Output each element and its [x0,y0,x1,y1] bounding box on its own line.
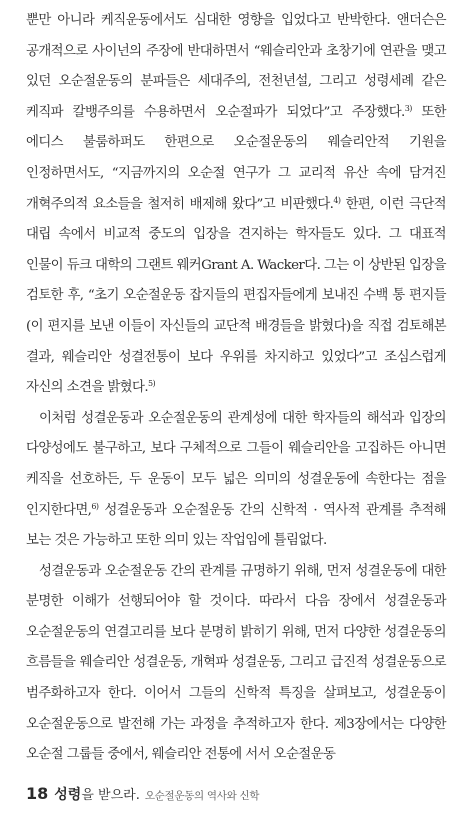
page-number: 18 [26,784,49,803]
paragraph-text: 뿐만 아니라 케직운동에서도 심대한 영향을 입었다고 반박한다. 앤더슨은 공개적으로 사이넌의 주장에 반대하면서 “웨슬리안과 초창기에 연관을 맺고 있던 오순절운동의 분파들은 세대주의, 전천년설, 그리고 성령세례 같은 케직파 칼뱅주의를 수용하면서 오순절파가 되었다”고 주장했다. [26,13,446,120]
book-title-particle: 을 받으라. [81,788,140,803]
paragraph-1 [26,6,446,404]
footnote-ref[interactable]: 6) [91,501,99,511]
book-subtitle: 오순절운동의 역사와 신학 [144,790,260,802]
page-footer [26,784,259,808]
paragraph-3 [26,557,446,771]
footnote-ref[interactable]: 3) [404,103,412,113]
footnote-ref[interactable]: 4) [333,195,341,205]
paragraph-text: 성결운동과 오순절운동 간의 관계를 규명하기 위해, 먼저 성결운동에 대한 분명한 이해가 선행되어야 할 것이다. 따라서 다음 장에서 성결운동과 오순절운동의 연결고리를 보다 분명히 밝히기 위해, 먼저 다양한 성결운동의 흐름들을 웨슬리안 성결운동, 개혁파 성결운동, 그리고 급진적 성결운동으로 범주화하고자 한다. 이어서 그들의 신학적 특징을 살펴보고, 성결운동이 오순절운동으로 발전해 가는 과정을 추적하고자 한다. 제3장에서는 다양한 오순절 그룹들 중에서, 웨슬리안 전통에 서서 오순절운동 [26,563,446,763]
paragraph-text: 성결운동과 오순절운동 간의 신학적 · 역사적 관계를 추적해 보는 것은 가능하고 또한 의미 있는 작업임에 틀림없다. [26,502,446,549]
book-title: 성령 [54,787,82,803]
paragraph-text: 한편, 이런 극단적 대립 속에서 비교적 중도의 입장을 견지하는 학자들도 있다. 그 대표적 인물이 듀크 대학의 그랜트 웨커Grant A. Wacker다. 그는 이 상반된 입장을 검토한 후, “초기 오순절운동 잡지들의 편집자들에게 보내진 수백 통 편지들(이 편지를 보낸 이들이 자신들의 교단적 배경들을 밝혔다)을 직접 검토해본 결과, 웨슬리안 성결전통이 보다 우위를 차지하고 있었다”고 조심스럽게 자신의 소견을 밝혔다. [26,196,446,396]
paragraph-2 [26,404,446,557]
page-body [26,6,446,771]
paragraph-text: 이처럼 성결운동과 오순절운동의 관계성에 대한 학자들의 해석과 입장의 다양성에도 불구하고, 보다 구체적으로 그들이 웨슬리안을 고집하든 아니면 케직을 선호하든, 두 운동이 모두 넓은 의미의 성결운동에 속한다는 점을 인지한다면, [26,410,446,518]
footnote-ref[interactable]: 5) [148,379,156,389]
paragraph-text: 또한 에디스 불룸하퍼도 한편으로 오순절운동의 웨슬리안적 기원을 인정하면서도, “지금까지의 오순절 연구가 그 교리적 유산 속에 담겨진 개혁주의적 요소들을 철저히 배제해 왔다”고 비판했다. [26,104,447,212]
